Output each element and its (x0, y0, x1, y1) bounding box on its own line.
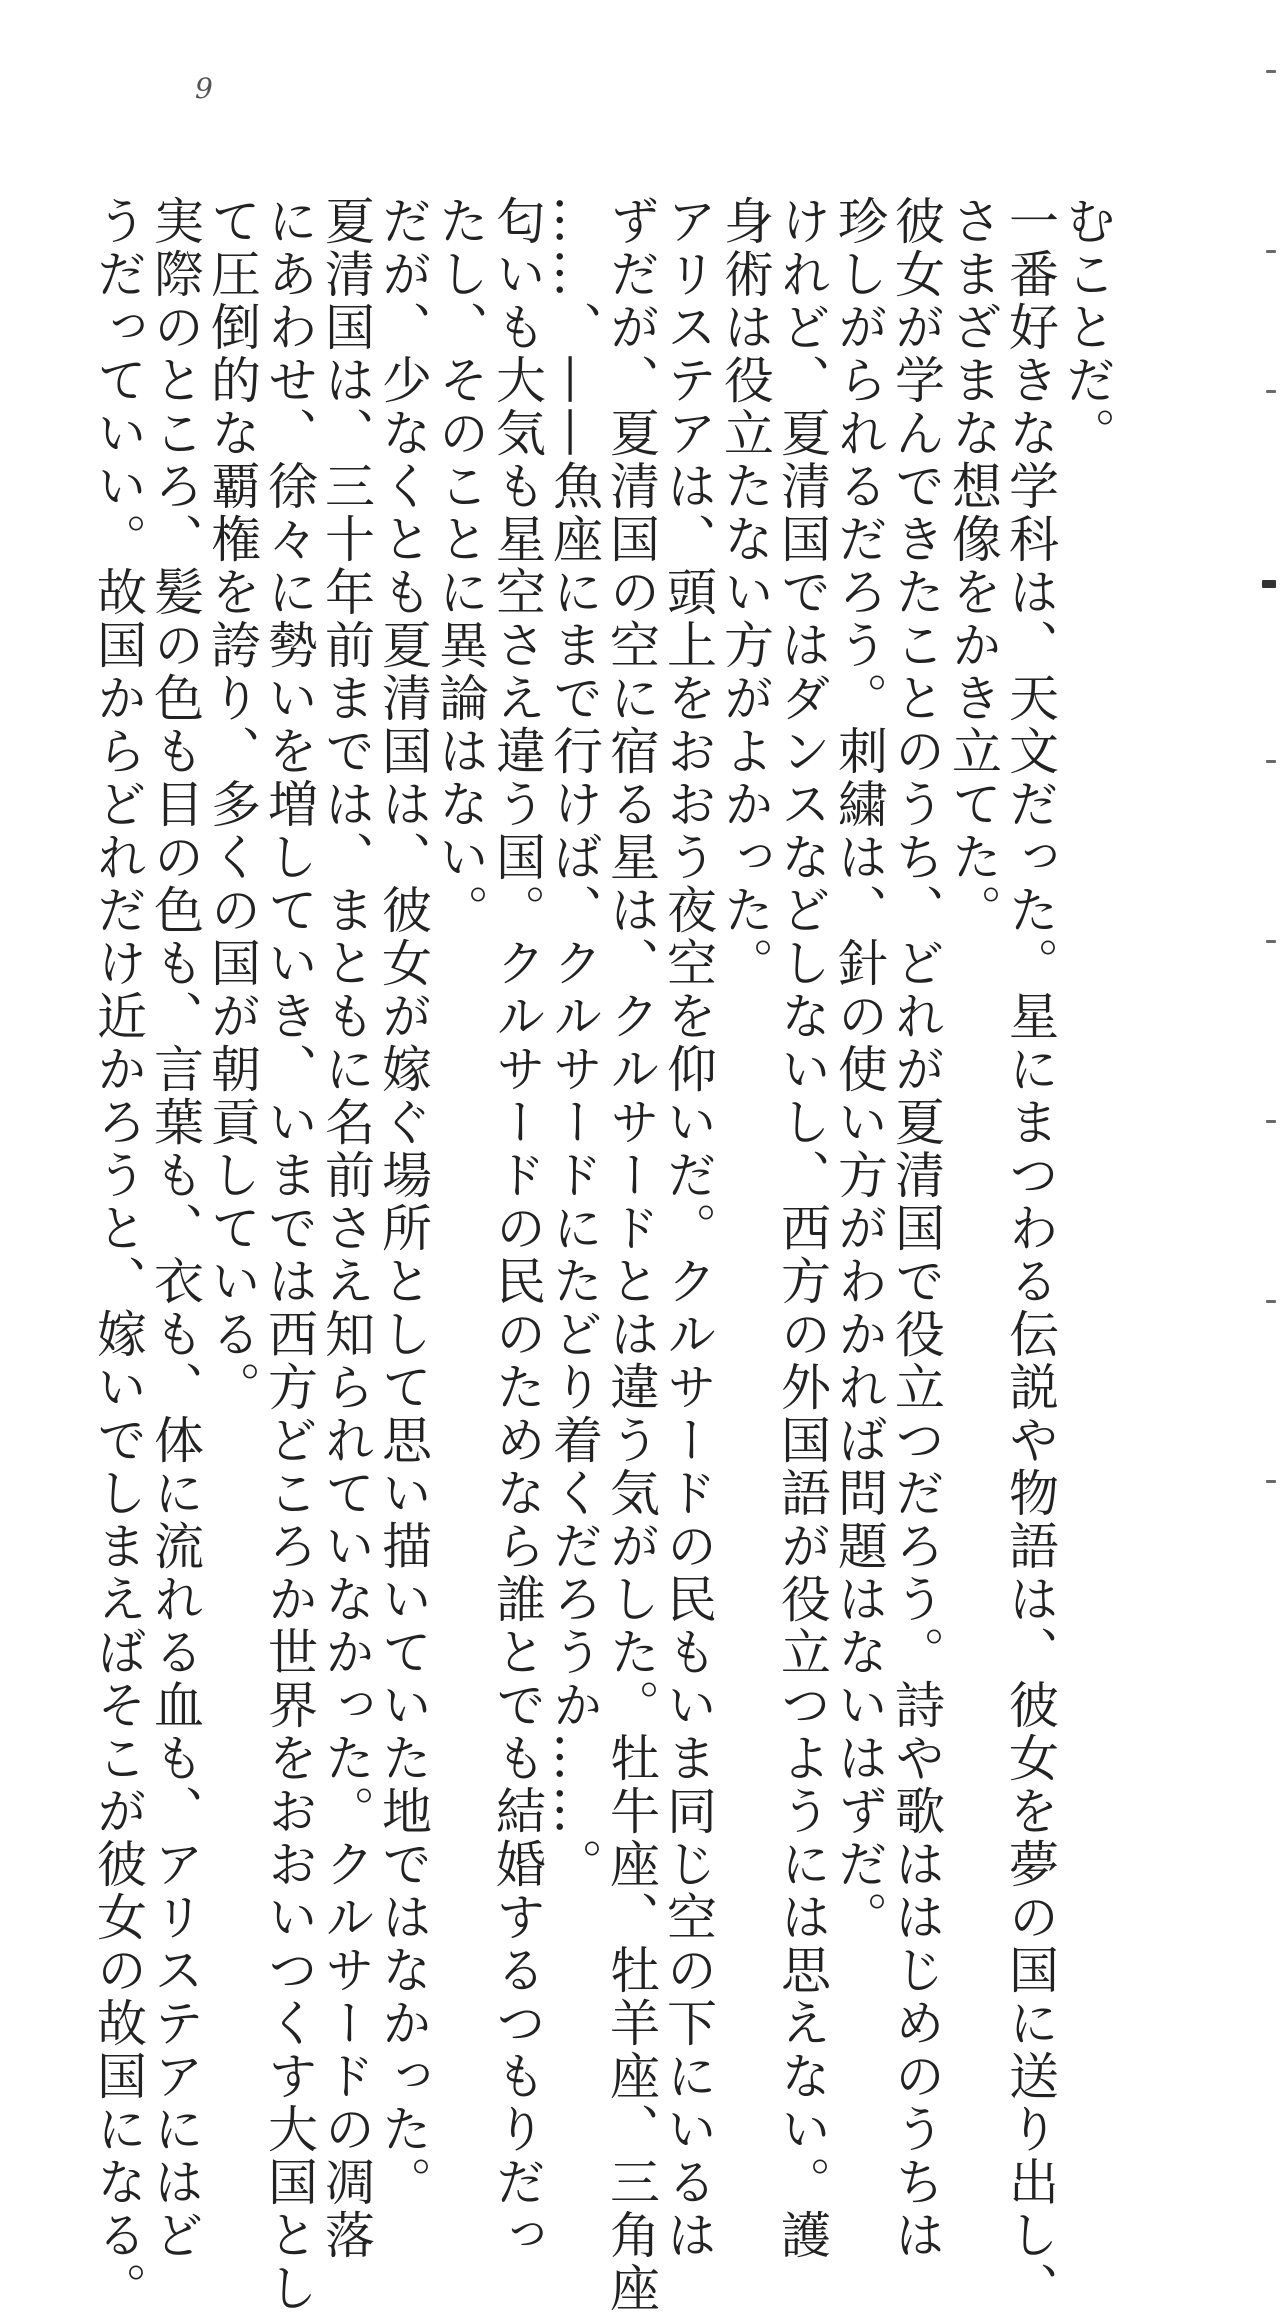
text-line: て圧倒的な覇権を誇り、多くの国が朝貢している。 (203, 195, 261, 1414)
text-line: だが、少なくとも夏清国は、彼女が嫁ぐ場所として思い描いていた地ではなかった。 (374, 195, 432, 2209)
edge-mark (1266, 70, 1276, 73)
text-line: 夏清国は、三十年前までは、まともに名前さえ知られていなかった。クルサードの凋落 (317, 195, 375, 2262)
text-line: 実際のところ、髪の色も目の色も、言葉も、衣も、体に流れる血も、アリステアにはど (146, 195, 204, 2262)
page-edge-marks (1256, 60, 1280, 1760)
text-line: ずだが、夏清国の空に宿る星は、クルサードとは違う気がした。牡牛座、牡羊座、三角座 (602, 195, 660, 2315)
text-line: さまざまな想像をかき立てた。 (944, 195, 1002, 937)
text-line: けれど、夏清国ではダンスなどしないし、西方の外国語が役立つようには思えない。護 (773, 195, 831, 2262)
edge-mark (1266, 760, 1276, 763)
text-line: たし、そのことに異論はない。 (431, 195, 489, 937)
text-line: 一番好きな学科は、天文だった。星にまつわる伝説や物語は、彼女を夢の国に送り出し、 (1001, 195, 1059, 2315)
page-number: 9 (195, 72, 213, 105)
text-line: 彼女が学んできたことのうち、どれが夏清国で役立つだろう。詩や歌ははじめのうちは (887, 195, 945, 2262)
body-text (89, 195, 1116, 2315)
text-line: うだっていい。故国からどれだけ近かろうと、嫁いでしまえばそこが彼女の故国になる。 (89, 195, 147, 2315)
text-line: 匂いも大気も星空さえ違う国。クルサードの民のためなら誰とでも結婚するつもりだっ (488, 195, 546, 2262)
text-line: アリステアは、頭上をおおう夜空を仰いだ。クルサードの民もいま同じ空の下にいるは (659, 195, 717, 2262)
text-line: ……、——魚座にまで行けば、クルサードにたどり着くだろうか……。 (545, 195, 603, 1891)
edge-mark (1266, 940, 1276, 943)
text-line: 身術は役立たない方がよかった。 (716, 195, 774, 990)
edge-mark (1266, 1120, 1276, 1123)
edge-mark (1266, 1300, 1276, 1303)
text-line: にあわせ、徐々に勢いを増していき、いまでは西方どころか世界をおおいつくす大国とし (260, 195, 318, 2315)
edge-mark (1266, 250, 1276, 253)
edge-mark (1266, 390, 1276, 393)
edge-mark (1262, 580, 1276, 588)
edge-mark (1266, 1480, 1276, 1483)
text-line: 珍しがられるだろう。刺繍は、針の使い方がわかれば問題はないはずだ。 (830, 195, 888, 1944)
text-line: むことだ。 (1058, 195, 1116, 460)
